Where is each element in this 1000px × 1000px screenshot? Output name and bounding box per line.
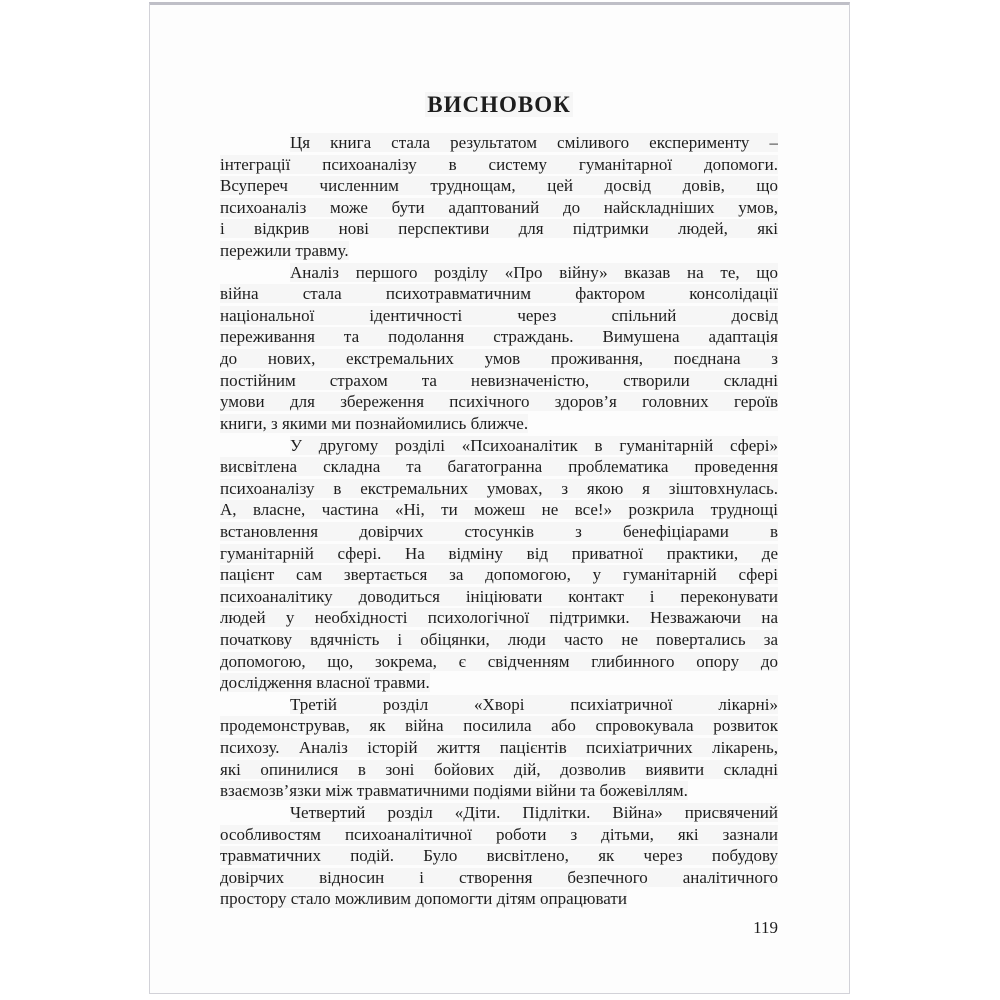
text-line-content: У другому розділі «Психоаналітик в гуманітарній сфері»: [290, 435, 778, 455]
text-line-content: психозу. Аналіз історій життя пацієнтів психіатричних лікарень,: [220, 738, 778, 758]
text-line: [220, 521, 778, 543]
text-line-content: психоаналіз може бути адаптований до найскладніших умов,: [220, 197, 778, 217]
text-line-content: А, власне, частина «Ні, ти можеш не все!» розкрила труднощі: [220, 500, 778, 520]
paragraph: [220, 694, 778, 802]
text-line-content: постійним страхом та невизначеністю, створили складні: [220, 370, 778, 390]
text-line: [220, 218, 778, 240]
text-line: [220, 629, 778, 651]
text-line: [220, 694, 778, 716]
paragraph: [220, 262, 778, 435]
text-line-content: Ця книга стала результатом сміливого експерименту –: [290, 133, 778, 152]
text-line-content: продемонстрував, як війна посилила або спровокувала розвиток: [220, 716, 778, 736]
text-line: [220, 348, 778, 370]
text-line: [220, 543, 778, 565]
text-line: [220, 175, 778, 197]
text-line: [220, 154, 778, 176]
text-line: [220, 413, 778, 435]
text-line-content: довірчих відносин і створення безпечного аналітичного: [220, 867, 778, 887]
text-line: [220, 391, 778, 413]
text-line: [220, 672, 778, 694]
text-line-content: які опинилися в зоні бойових дій, дозволив виявити складні: [220, 759, 778, 779]
text-line-content: Третій розділ «Хворі психіатричної лікарні»: [290, 694, 778, 714]
text-line-content: пацієнт сам звертається за допомогою, у гуманітарній сфері: [220, 565, 778, 585]
text-line-content: гуманітарній сфері. На відміну від приватної практики, де: [220, 543, 778, 563]
text-line: [220, 759, 778, 781]
text-line-content: психоаналізу в екстремальних умовах, з якою я зіштовхнулась.: [220, 478, 778, 498]
text-line: [220, 197, 778, 219]
text-line-content: умови для збереження психічного здоров’я головних героїв: [220, 392, 778, 412]
text-line: [220, 888, 778, 910]
text-line-content: початкову вдячність і обіцянки, люди часто не повертались за: [220, 630, 778, 650]
text-line-content: національної ідентичності через спільний досвід: [220, 305, 778, 325]
text-line: [220, 240, 778, 262]
text-line: [220, 845, 778, 867]
text-line-content: взаємозв’язки між травматичними подіями війни та божевіллям.: [220, 781, 688, 801]
text-line: [220, 262, 778, 284]
page-number: 119: [753, 917, 778, 937]
text-line: [220, 737, 778, 759]
text-line-content: особливостям психоаналітичної роботи з дітьми, які зазнали: [220, 824, 778, 844]
body-text: [220, 132, 778, 910]
text-line-content: Аналіз першого розділу «Про війну» вказав на те, що: [290, 262, 778, 282]
chapter-title-text: ВИСНОВОК: [427, 92, 571, 117]
text-line-content: травматичних подій. Було висвітлено, як через побудову: [220, 846, 778, 866]
text-line-content: встановлення довірчих стосунків з бенефіціарами в: [220, 521, 778, 541]
text-line-content: психоаналітику доводиться ініціювати контакт і переконувати: [220, 586, 778, 606]
text-line: [220, 651, 778, 673]
text-line-content: пережили травму.: [220, 241, 349, 261]
text-line: [220, 824, 778, 846]
text-line-content: Четвертий розділ «Діти. Підлітки. Війна» присвячений: [290, 802, 778, 822]
text-line: [220, 456, 778, 478]
text-line-content: книги, з якими ми познайомились ближче.: [220, 413, 529, 433]
text-line: [220, 607, 778, 629]
text-line-content: Всупереч численним труднощам, цей досвід довів, що: [220, 176, 778, 196]
paragraph: [220, 435, 778, 694]
text-line-content: до нових, екстремальних умов проживання, поєднана з: [220, 349, 778, 369]
text-line: [220, 305, 778, 327]
text-line-content: війна стала психотравматичним фактором консолідації: [220, 284, 778, 304]
text-line: [220, 435, 778, 457]
text-line-content: допомогою, що, зокрема, є свідченням глибинного опору до: [220, 651, 778, 671]
text-line: [220, 499, 778, 521]
text-line: [220, 370, 778, 392]
text-line: [220, 478, 778, 500]
text-line: [220, 326, 778, 348]
book-page: [149, 2, 850, 994]
text-line: [220, 780, 778, 802]
text-line: [220, 586, 778, 608]
text-line-content: дослідження власної травми.: [220, 673, 430, 693]
text-line-content: переживання та подолання страждань. Вимушена адаптація: [220, 327, 778, 347]
text-line-content: інтеграції психоаналізу в систему гуманітарної допомоги.: [220, 154, 778, 174]
text-line: [220, 715, 778, 737]
paragraph: [220, 132, 778, 262]
text-line: [220, 132, 778, 154]
paragraph: [220, 802, 778, 910]
chapter-title: [220, 93, 778, 117]
text-line: [220, 802, 778, 824]
text-line-content: висвітлена складна та багатогранна проблематика проведення: [220, 457, 778, 477]
text-line-content: простору стало можливим допомогти дітям опрацювати: [220, 889, 627, 909]
text-line: [220, 564, 778, 586]
text-line-content: людей у необхідності психологічної підтримки. Незважаючи на: [220, 608, 778, 628]
text-line: [220, 283, 778, 305]
text-line: [220, 867, 778, 889]
text-line-content: і відкрив нові перспективи для підтримки людей, які: [220, 219, 778, 239]
